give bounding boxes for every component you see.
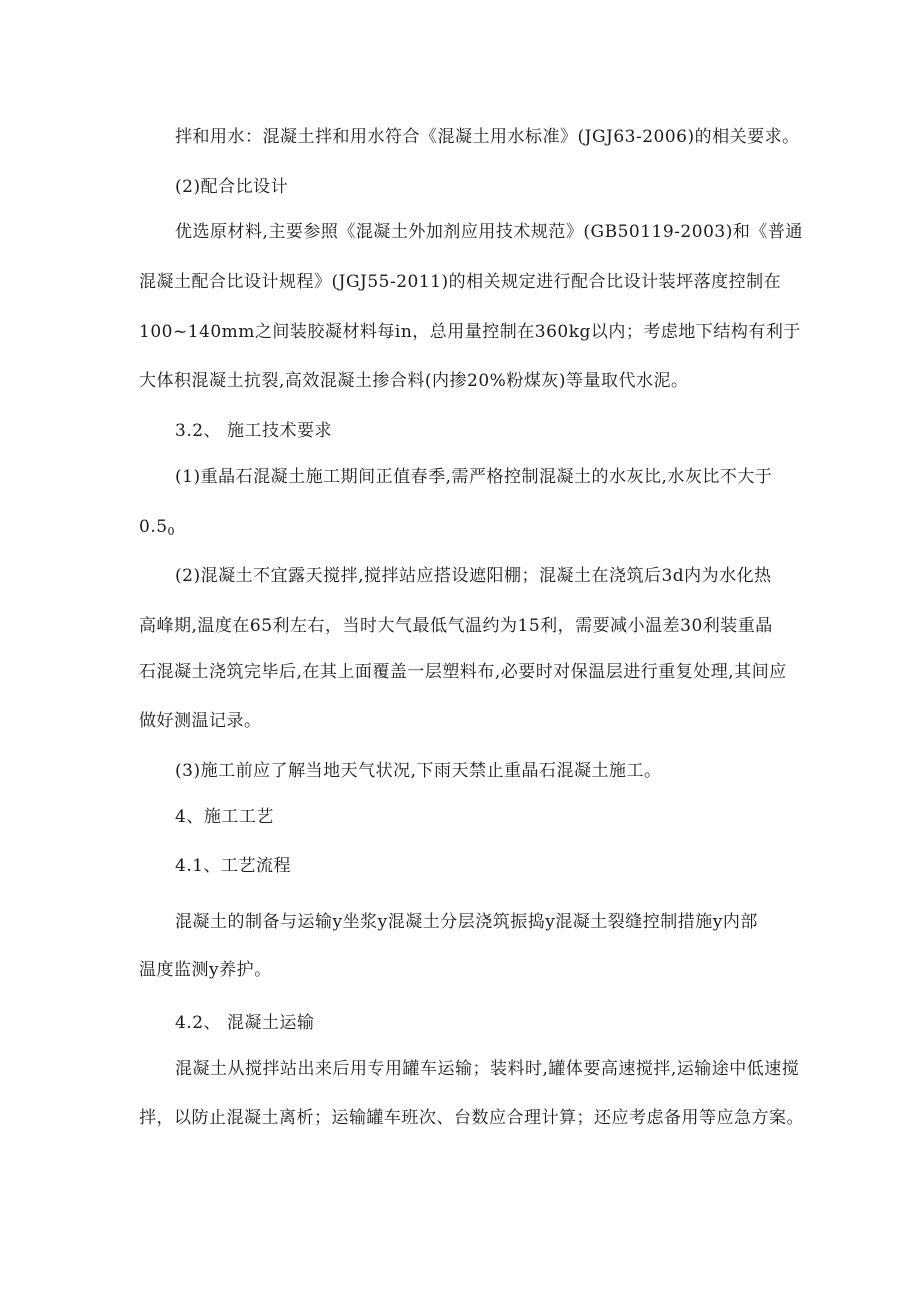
paragraph-mixing-water: 拌和用水：混凝土拌和用水符合《混凝土用水标准》(JGJ63-2006)的相关要求。 bbox=[175, 127, 800, 147]
paragraph-process-flow-line-2: 温度监测y养护。 bbox=[139, 960, 272, 980]
water-cement-ratio-value: 0.5 bbox=[139, 517, 168, 537]
paragraph-item-1-line-2 bbox=[139, 517, 175, 542]
paragraph-item-3: (3)施工前应了解当地天气状况,下雨天禁止重晶石混凝土施工。 bbox=[175, 761, 662, 781]
heading-4: 4、施工工艺 bbox=[175, 807, 274, 827]
paragraph-mix-design-line-3: 100~140mm之间装胶凝材料每in，总用量控制在360kg以内；考虑地下结构有利于 bbox=[139, 322, 801, 342]
paragraph-process-flow-line-1: 混凝土的制备与运输y坐浆y混凝土分层浇筑振捣y混凝土裂缝控制措施y内部 bbox=[175, 912, 758, 932]
paragraph-item-2-line-4: 做好测温记录。 bbox=[139, 711, 262, 731]
paragraph-transport-line-1: 混凝土从搅拌站出来后用专用罐车运输；装料时,罐体要高速搅拌,运输途中低速搅 bbox=[175, 1059, 800, 1079]
paragraph-item-2-line-2: 高峰期,温度在65利左右，当时大气最低气温约为15利，需要减小温差30利装重晶 bbox=[139, 616, 773, 636]
paragraph-item-2-line-1: (2)混凝土不宜露天搅拌,搅拌站应搭设遮阳棚；混凝土在浇筑后3d内为水化热 bbox=[175, 566, 772, 586]
heading-4-2: 4.2、 混凝土运输 bbox=[175, 1013, 315, 1033]
paragraph-item-2-line-3: 石混凝土浇筑完毕后,在其上面覆盖一层塑料布,必要时对保温层进行重复处理,其间应 bbox=[139, 662, 787, 682]
heading-3-2: 3.2、 施工技术要求 bbox=[175, 421, 332, 441]
subscript-zero: 0 bbox=[167, 525, 176, 538]
heading-mix-design: (2)配合比设计 bbox=[175, 177, 289, 197]
paragraph-mix-design-line-2: 混凝土配合比设计规程》(JGJ55-2011)的相关规定进行配合比设计装坪落度控制在 bbox=[139, 272, 782, 292]
paragraph-mix-design-line-1: 优选原材料,主要参照《混凝土外加剂应用技术规范》(GB50119-2003)和《普通 bbox=[175, 222, 803, 242]
heading-4-1: 4.1、工艺流程 bbox=[175, 856, 292, 876]
paragraph-mix-design-line-4: 大体积混凝土抗裂,高效混凝土掺合料(内掺20%粉煤灰)等量取代水泥。 bbox=[139, 371, 689, 391]
paragraph-item-1-line-1: (1)重晶石混凝土施工期间正值春季,需严格控制混凝土的水灰比,水灰比不大于 bbox=[175, 467, 773, 487]
paragraph-transport-line-2: 拌，以防止混凝土离析；运输罐车班次、台数应合理计算；还应考虑备用等应急方案。 bbox=[139, 1108, 804, 1128]
